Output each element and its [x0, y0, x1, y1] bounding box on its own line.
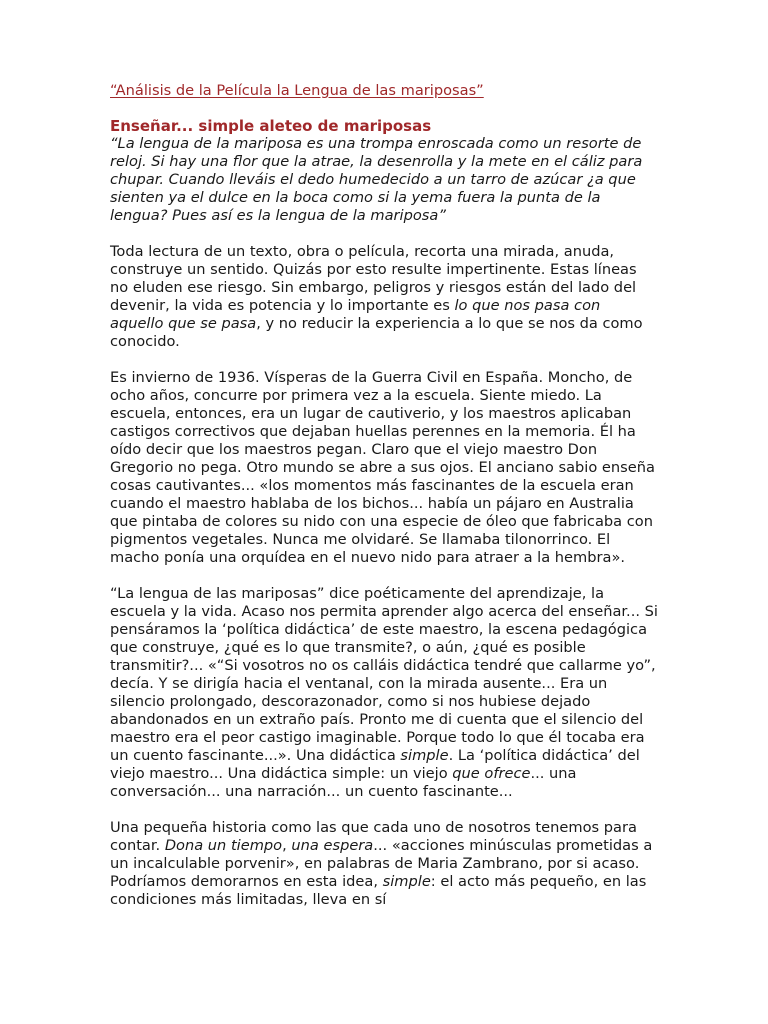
paragraph-4-text-d: : el acto más pequeño, en las condiciones más limitadas, lleva en sí	[110, 873, 647, 908]
document-title: “Análisis de la Película la Lengua de las mariposas”	[110, 82, 484, 99]
paragraph-4-text-b: ,	[282, 837, 292, 854]
paragraph-3-text-b: . La ‘política didáctica’ del viejo maestro... Una didáctica simple: un viejo	[110, 747, 640, 782]
paragraph-3	[110, 585, 658, 801]
paragraph-3-emphasis-1: simple	[400, 747, 449, 764]
paragraph-4	[110, 819, 658, 909]
paragraph-4-emphasis-1: Dona un tiempo	[164, 837, 283, 854]
document-page	[110, 82, 658, 927]
paragraph-4-text-a: Una pequeña historia como las que cada uno de nosotros tenemos para contar.	[110, 819, 637, 854]
paragraph-4-text-c: ... «acciones minúsculas prometidas a un incalculable porvenir», en palabras de Maria Zambrano, por si acaso. Podríamos demorarnos en esta idea,	[110, 837, 653, 890]
paragraph-2: Es invierno de 1936. Vísperas de la Guerra Civil en España. Moncho, de ocho años, concurre por primera vez a la escuela. Siente miedo. La escuela, entonces, era un lugar de cautiverio, y los maestros aplicaban castigos correctivos que dejaban huellas perennes en la memoria. Él ha oído decir que los maestros pegan. Claro que el viejo maestro Don Gregorio no pega. Otro mundo se abre a sus ojos. El anciano sabio enseña cosas cautivantes... «los momentos más fascinantes de la escuela eran cuando el maestro hablaba de los bichos... había un pájaro en Australia que pintaba de colores su nido con una especie de óleo que fabricaba con pigmentos vegetales. Nunca me olvidaré. Se llamaba tilonorrinco. El macho ponía una orquídea en el nuevo nido para atraer a la hembra».	[110, 369, 655, 566]
paragraph-3-text-a: “La lengua de las mariposas” dice poéticamente del aprendizaje, la escuela y la vida. Acaso nos permita aprender algo acerca del enseñar... Si pensáramos la ‘política didáctica’ de este maestro, la escena pedagógica que construye, ¿qué es lo que transmite?, o aún, ¿qué es posible transmitir?... «“Si vosotros no os calláis didáctica tendré que callarme yo”, decía. Y se dirigía hacia el ventanal, con la mirada ausente... Era un silencio prolongado, descorazonador, como si nos hubiese dejado abandonados en un extraño país. Pronto me di cuenta que el silencio del maestro era el peor castigo imaginable. Porque todo lo que él tocaba era un cuento fascinante...». Una didáctica	[110, 585, 658, 764]
paragraph-3-text-c: ... una conversación... una narración... un cuento fascinante...	[110, 765, 577, 800]
epigraph-quote: “La lengua de la mariposa es una trompa enroscada como un resorte de reloj. Si hay una flor que la atrae, la desenrolla y la mete en el cáliz para chupar. Cuando lleváis el dedo humedecido a un tarro de azúcar ¿a que sienten ya el dulce en la boca como si la yema fuera la punta de la lengua? Pues así es la lengua de la mariposa”	[110, 135, 643, 224]
paragraph-1	[110, 243, 658, 351]
paragraph-3-emphasis-2: que ofrece	[452, 765, 531, 782]
paragraph-1-emphasis: lo que nos pasa con aquello que se pasa	[110, 297, 601, 332]
paragraph-4-emphasis-2: una espera	[291, 837, 374, 854]
paragraph-4-emphasis-3: simple	[382, 873, 431, 890]
document-subtitle: Enseñar... simple aleteo de mariposas	[110, 117, 432, 135]
paragraph-1-text-b: , y no reducir la experiencia a lo que se nos da como conocido.	[110, 315, 643, 350]
paragraph-1-text-a: Toda lectura de un texto, obra o película, recorta una mirada, anuda, construye un sentido. Quizás por esto resulte impertinente. Estas líneas no eluden ese riesgo. Sin embargo, peligros y riesgos están del lado del devenir, la vida es potencia y lo importante es	[110, 243, 637, 314]
